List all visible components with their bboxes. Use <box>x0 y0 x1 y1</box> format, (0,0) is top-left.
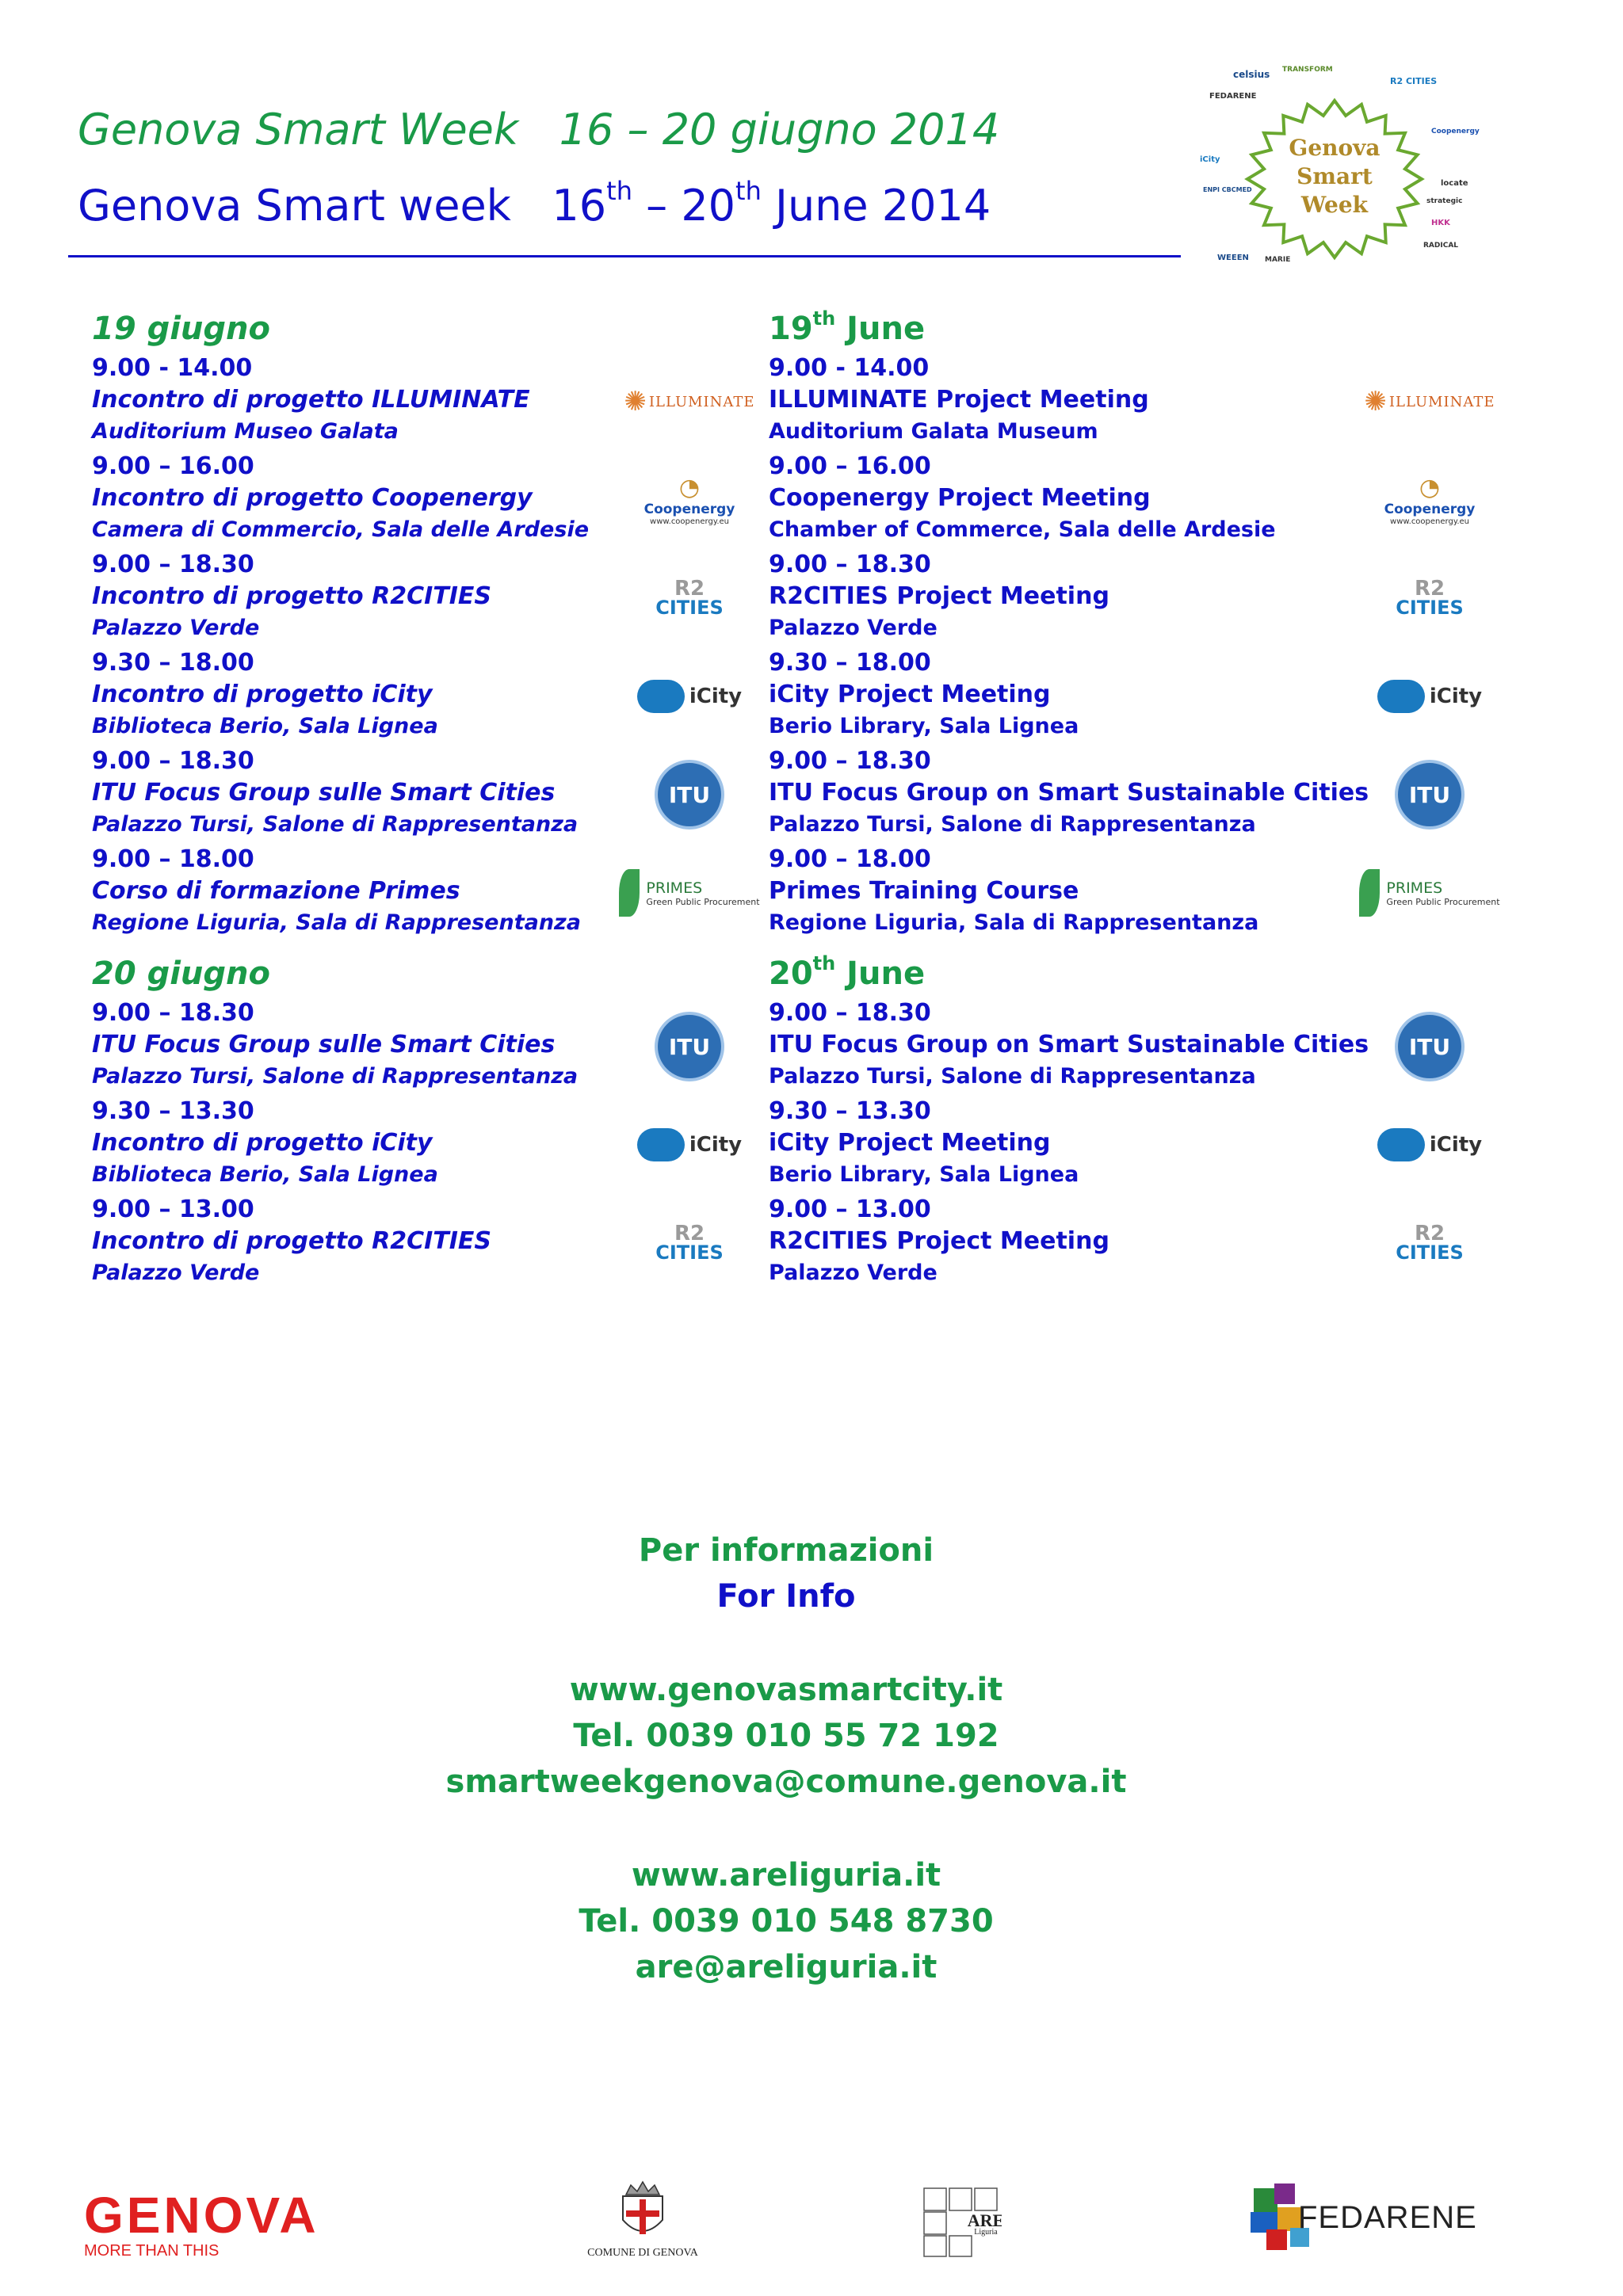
header-rule <box>68 255 1181 257</box>
event-time: 9.30 – 13.30 <box>769 1097 931 1125</box>
event-time: 9.00 - 14.00 <box>769 354 930 382</box>
icity-pill-icon <box>1377 680 1425 713</box>
r2-mark-icon: R2 <box>674 577 705 601</box>
event-time: 9.30 – 18.00 <box>92 649 254 677</box>
event-place: Berio Library, Sala Lignea <box>769 714 1079 738</box>
coopenergy-emblem-icon: ◔ <box>678 474 701 502</box>
badge-partner: TRANSFORM <box>1282 66 1333 74</box>
event-item <box>769 1097 1483 1193</box>
event-item <box>92 845 760 941</box>
event-item <box>92 648 743 745</box>
badge-partner: R2 CITIES <box>1390 76 1438 86</box>
event-time: 9.00 – 18.00 <box>92 845 254 873</box>
event-name: iCity Project Meeting <box>769 1129 1051 1157</box>
event-name: ITU Focus Group sulle Smart Cities <box>92 1031 556 1058</box>
day-heading: 19th June <box>769 307 926 347</box>
day-heading: 19 giugno <box>92 311 270 347</box>
smart-week-badge <box>1186 60 1484 274</box>
itu-logo: ITU <box>655 1012 724 1081</box>
event-place: Palazzo Verde <box>92 616 260 640</box>
event-place: Auditorium Galata Museum <box>769 419 1098 444</box>
coopenergy-logo: ◔ Coopenergy www.coopenergy.eu <box>1384 474 1476 526</box>
info-heading-en: For Info <box>716 1578 856 1615</box>
illuminate-logo: ✺ ILLUMINATE <box>624 386 755 418</box>
event-name: Incontro di progetto R2CITIES <box>92 1227 491 1255</box>
event-place: Biblioteca Berio, Sala Lignea <box>92 714 438 738</box>
event-item <box>92 353 755 450</box>
event-item <box>769 353 1495 450</box>
event-name: ITU Focus Group sulle Smart Cities <box>92 779 556 807</box>
event-place: Palazzo Tursi, Salone di Rappresentanza <box>92 1064 579 1089</box>
event-name: Coopenergy Project Meeting <box>769 484 1151 512</box>
r2cities-logo: R2 CITIES <box>1396 1222 1464 1264</box>
info-email-1[interactable]: smartweekgenova@comune.genova.it <box>445 1764 1127 1800</box>
event-item <box>769 998 1451 1095</box>
event-place: Chamber of Commerce, Sala delle Ardesie <box>769 517 1276 542</box>
info-web-1[interactable]: www.genovasmartcity.it <box>569 1672 1003 1708</box>
icity-pill-icon <box>1377 1128 1425 1161</box>
event-item <box>769 452 1476 548</box>
sunburst-icon: ✺ <box>1364 386 1388 418</box>
event-name: Incontro di progetto Coopenergy <box>92 484 533 512</box>
coopenergy-emblem-icon: ◔ <box>1419 474 1441 502</box>
r2-mark-icon: R2 <box>1414 1222 1445 1245</box>
svg-text:Liguria: Liguria <box>974 2228 998 2237</box>
info-web-2[interactable]: www.areliguria.it <box>631 1857 941 1894</box>
icity-logo: iCity <box>637 1128 742 1161</box>
badge-partner: WEEEN <box>1217 254 1249 262</box>
event-place: Palazzo Tursi, Salone di Rappresentanza <box>769 812 1256 837</box>
event-place: Camera di Commercio, Sala delle Ardesie <box>92 517 590 542</box>
icity-logo: iCity <box>1377 680 1482 713</box>
schedule-italian <box>92 309 760 1304</box>
event-name: R2CITIES Project Meeting <box>769 582 1109 610</box>
event-place: Regione Liguria, Sala di Rappresentanza <box>92 910 581 935</box>
info-email-2[interactable]: are@areliguria.it <box>635 1949 938 1985</box>
event-name: Incontro di progetto R2CITIES <box>92 582 491 610</box>
info-tel-2: Tel. 0039 010 548 8730 <box>579 1903 994 1939</box>
info-heading-it: Per informazioni <box>638 1532 934 1569</box>
badge-partner: RADICAL <box>1423 242 1459 250</box>
badge-partner: iCity <box>1200 155 1220 164</box>
event-time: 9.00 - 14.00 <box>92 354 253 382</box>
event-time: 9.00 – 18.00 <box>769 845 931 873</box>
badge-line-2: Smart <box>1296 163 1373 189</box>
icity-pill-icon <box>637 680 685 713</box>
event-name: Primes Training Course <box>769 877 1079 905</box>
coat-of-arms-icon <box>615 2180 670 2244</box>
icity-logo: iCity <box>637 680 742 713</box>
title-italian: Genova Smart Week 16 – 20 giugno 2014 <box>78 105 1000 154</box>
badge-partner: FEDARENE <box>1209 92 1257 101</box>
event-item <box>769 845 1500 941</box>
event-item <box>769 1195 1464 1291</box>
primes-logo: PRIMES Green Public Procurement <box>619 869 759 917</box>
event-item <box>92 452 735 548</box>
badge-partner: MARIE <box>1265 256 1291 264</box>
day-heading: 20 giugno <box>92 955 270 992</box>
info-tel-1: Tel. 0039 010 55 72 192 <box>573 1718 999 1754</box>
badge-partner: strategic <box>1426 197 1463 205</box>
event-name: ILLUMINATE Project Meeting <box>769 386 1149 414</box>
sunburst-icon: ✺ <box>624 386 647 418</box>
event-place: Regione Liguria, Sala di Rappresentanza <box>769 910 1259 935</box>
event-time: 9.00 – 18.30 <box>92 747 254 775</box>
comune-genova-logo: COMUNE DI GENOVA <box>583 2180 702 2260</box>
event-name: Incontro di progetto ILLUMINATE <box>92 386 530 414</box>
event-item <box>92 550 724 646</box>
badge-line-1: Genova <box>1289 135 1381 161</box>
event-name: Incontro di progetto iCity <box>92 681 433 708</box>
event-time: 9.30 – 13.30 <box>92 1097 254 1125</box>
event-place: Auditorium Museo Galata <box>92 419 399 444</box>
badge-line-3: Week <box>1300 192 1369 218</box>
event-place: Palazzo Tursi, Salone di Rappresentanza <box>92 812 579 837</box>
coopenergy-logo: ◔ Coopenergy www.coopenergy.eu <box>643 474 735 526</box>
svg-text:ARE: ARE <box>967 2210 1002 2230</box>
r2cities-logo: R2 CITIES <box>1396 577 1464 619</box>
event-time: 9.00 – 18.30 <box>769 999 931 1027</box>
icity-logo: iCity <box>1377 1128 1482 1161</box>
title-english: Genova Smart week 16th – 20th June 2014 <box>78 176 991 231</box>
badge-partner: HKK <box>1431 219 1450 227</box>
event-place: Palazzo Verde <box>92 1261 260 1285</box>
event-item <box>92 998 711 1095</box>
event-item <box>769 746 1451 843</box>
event-name: R2CITIES Project Meeting <box>769 1227 1109 1255</box>
r2cities-logo: R2 CITIES <box>655 1222 724 1264</box>
event-name: ITU Focus Group on Smart Sustainable Cities <box>769 1031 1369 1058</box>
event-time: 9.00 – 16.00 <box>92 452 254 480</box>
event-name: Corso di formazione Primes <box>92 877 460 905</box>
badge-partner: celsius <box>1233 69 1270 80</box>
event-name: Incontro di progetto iCity <box>92 1129 433 1157</box>
badge-partner: locate <box>1441 179 1468 188</box>
event-place: Palazzo Verde <box>769 1261 938 1285</box>
badge-partner: ENPI CBCMED <box>1203 186 1252 193</box>
r2-mark-icon: R2 <box>1414 577 1445 601</box>
event-name: ITU Focus Group on Smart Sustainable Cities <box>769 779 1369 807</box>
event-time: 9.00 – 18.30 <box>92 551 254 578</box>
event-time: 9.00 – 18.30 <box>769 551 931 578</box>
event-place: Berio Library, Sala Lignea <box>769 1162 1079 1187</box>
badge-partner: Coopenergy <box>1431 128 1480 135</box>
itu-logo: ITU <box>1395 760 1465 830</box>
event-time: 9.00 – 13.00 <box>769 1196 931 1223</box>
primes-logo: PRIMES Green Public Procurement <box>1359 869 1499 917</box>
r2cities-logo: R2 CITIES <box>655 577 724 619</box>
event-time: 9.00 – 18.30 <box>769 747 931 775</box>
leaf-icon <box>1359 869 1380 917</box>
genova-logo: GENOVA MORE THAN THIS <box>84 2187 319 2260</box>
event-time: 9.00 – 16.00 <box>769 452 931 480</box>
r2-mark-icon: R2 <box>674 1222 705 1245</box>
event-item <box>769 648 1483 745</box>
leaf-icon <box>619 869 640 917</box>
are-liguria-logo <box>922 2187 1002 2261</box>
event-name: iCity Project Meeting <box>769 681 1051 708</box>
itu-logo: ITU <box>1395 1012 1465 1081</box>
itu-logo: ITU <box>655 760 724 830</box>
event-item <box>92 746 711 843</box>
event-item <box>92 1195 724 1291</box>
event-time: 9.00 – 13.00 <box>92 1196 254 1223</box>
schedule-english <box>769 307 1500 1304</box>
event-place: Biblioteca Berio, Sala Lignea <box>92 1162 438 1187</box>
fedarene-logo: FEDARENE <box>1251 2183 1477 2252</box>
event-place: Palazzo Tursi, Salone di Rappresentanza <box>769 1064 1256 1089</box>
event-place: Palazzo Verde <box>769 616 938 640</box>
icity-pill-icon <box>637 1128 685 1161</box>
event-time: 9.30 – 18.00 <box>769 649 931 677</box>
event-time: 9.00 – 18.30 <box>92 999 254 1027</box>
day-heading: 20th June <box>769 952 926 992</box>
event-item <box>769 550 1464 646</box>
event-item <box>92 1097 743 1193</box>
illuminate-logo: ✺ ILLUMINATE <box>1364 386 1495 418</box>
